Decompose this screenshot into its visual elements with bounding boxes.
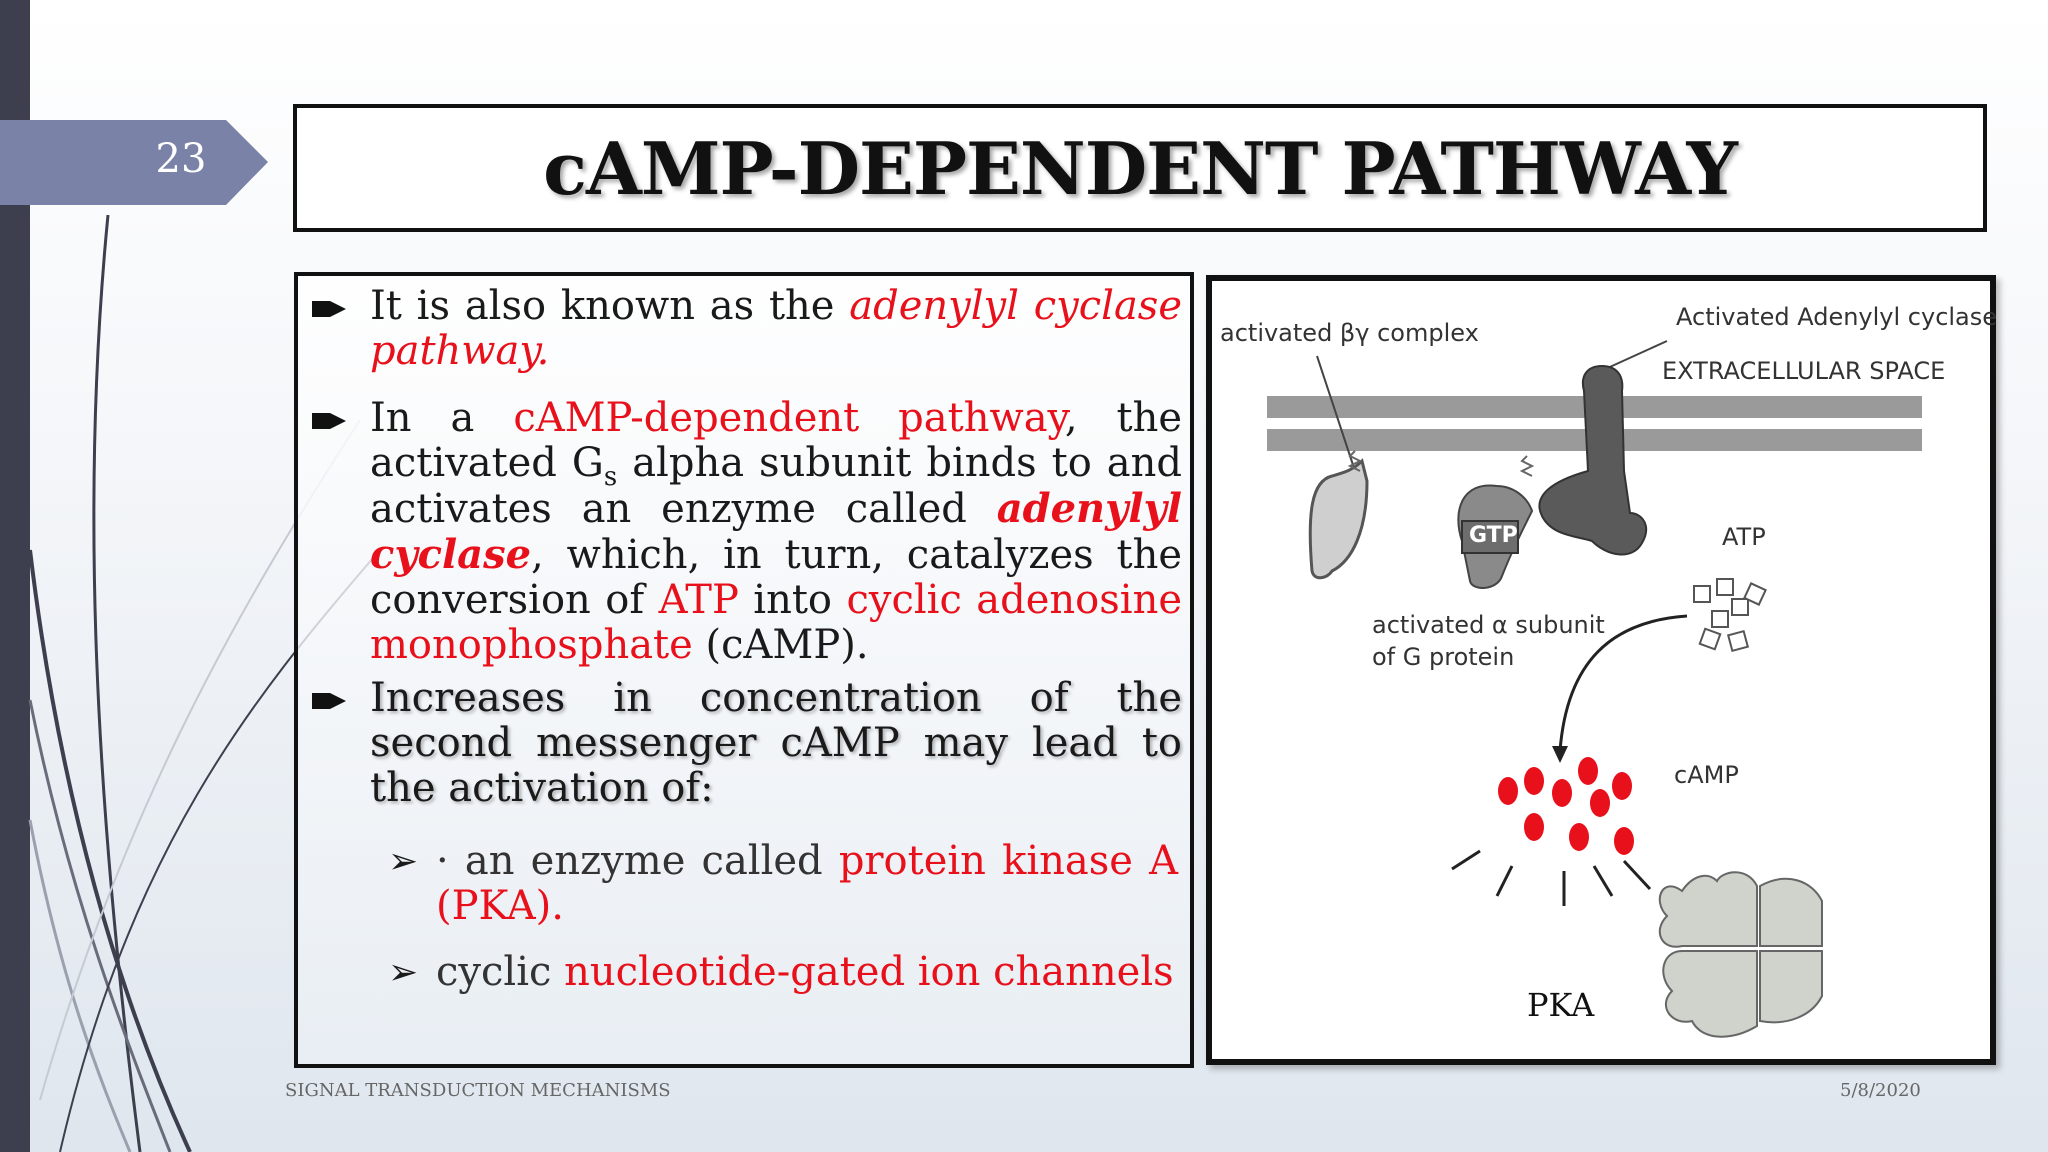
label-adenylyl-cyclase: Activated Adenylyl cyclase — [1676, 303, 1998, 331]
bullet-1-text: It is also known as the adenylyl cyclase pathway. — [370, 283, 1183, 374]
pka-enzyme-shape — [1660, 872, 1822, 1036]
camp-molecules — [1498, 757, 1634, 855]
footer-date: 5/8/2020 — [1840, 1080, 1921, 1101]
label-gtp: GTP — [1469, 523, 1518, 548]
slide-number-tab — [0, 120, 268, 205]
label-beta-gamma: activated βγ complex — [1220, 319, 1479, 347]
bullet-3-text: Increases in concentration of the second messenger cAMP may lead to the activation of: — [370, 675, 1182, 811]
bullet-arrow-icon — [312, 690, 348, 712]
slide-title: cAMP-DEPENDENT PATHWAY — [543, 125, 1737, 211]
sub-bullet-2-text: cyclic nucleotide-gated ion channels — [436, 949, 1174, 995]
label-extracellular-space: EXTRACELLULAR SPACE — [1662, 357, 1946, 385]
sub-arrow-icon: ➢ — [388, 841, 419, 882]
label-pka: PKA — [1527, 986, 1595, 1024]
bullet-arrow-icon — [312, 410, 348, 432]
text-panel — [294, 272, 1194, 1068]
label-camp: cAMP — [1674, 761, 1739, 789]
label-alpha-subunit: activated α subunit — [1372, 611, 1605, 639]
sub-bullet-1 — [388, 839, 1178, 929]
bullet-3 — [312, 676, 1182, 811]
bullet-1 — [312, 284, 1182, 374]
adenylyl-cyclase-shape — [1539, 366, 1646, 555]
sub-bullet-1-text: · an enzyme called protein kinase A (PKA). — [436, 838, 1178, 929]
slide-number: 23 — [155, 136, 207, 182]
bullet-2-text: In a cAMP-dependent pathway, the activated $G_s$ alpha subunit binds to and activates an enzyme called adenylyl cyclase, which, in turn, catalyzes the conversion of ATP into cyclic adenosine monophosphate (cAMP). — [370, 395, 1183, 668]
sub-arrow-icon: ➢ — [388, 952, 419, 993]
footer-course-title: SIGNAL TRANSDUCTION MECHANISMS — [285, 1080, 671, 1101]
beta-gamma-complex-shape — [1310, 461, 1367, 578]
label-g-protein: of G protein — [1372, 643, 1515, 671]
bullet-2 — [312, 396, 1182, 668]
bullet-arrow-icon — [312, 298, 348, 320]
atp-molecules — [1694, 579, 1766, 651]
diagram-drawing — [1212, 281, 1990, 1059]
title-box — [293, 104, 1987, 232]
label-atp: ATP — [1722, 523, 1766, 551]
sub-bullet-2 — [388, 950, 1178, 995]
pathway-diagram — [1206, 275, 1996, 1065]
